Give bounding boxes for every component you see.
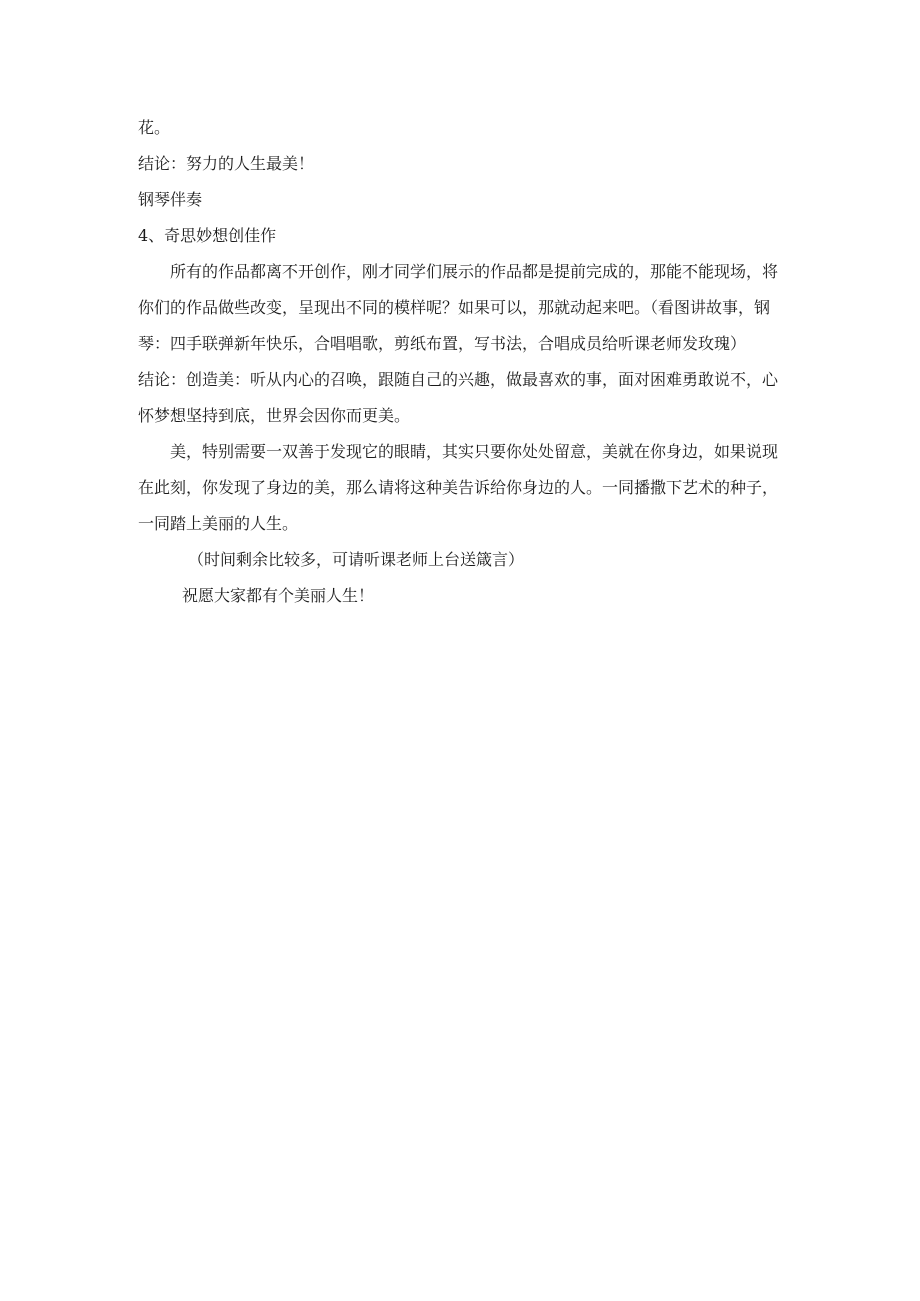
paragraph-discover-beauty: 美，特别需要一双善于发现它的眼睛，其实只要你处处留意，美就在你身边，如果说现在此刻，你发现了身边的美，那么请将这种美告诉给你身边的人。一同播撒下艺术的种子，一同踏上美丽的人生。 — [138, 442, 779, 533]
piano-accompaniment: 钢琴伴奏 — [138, 190, 203, 209]
conclusion-effort: 结论：努力的人生最美！ — [138, 154, 315, 173]
closing-wish: 祝愿大家都有个美丽人生！ — [182, 586, 375, 605]
section-heading-creation: 4、奇思妙想创佳作 — [138, 226, 277, 245]
document-page — [138, 110, 788, 614]
paragraph-continuation: 花。 — [138, 118, 171, 137]
note-extra-time: （时间剩余比较多，可请听课老师上台送箴言） — [188, 550, 525, 569]
paragraph-creation: 所有的作品都离不开创作，刚才同学们展示的作品都是提前完成的，那能不能现场，将你们的作品做些改变，呈现出不同的模样呢？如果可以，那就动起来吧。（看图讲故事，钢琴：四手联弹新年快乐，合唱唱歌，剪纸布置，写书法，合唱成员给听课老师发玫瑰） — [138, 262, 779, 353]
conclusion-creating-beauty: 结论：创造美：听从内心的召唤，跟随自己的兴趣，做最喜欢的事，面对困难勇敢说不，心怀梦想坚持到底，世界会因你而更美。 — [138, 370, 779, 425]
